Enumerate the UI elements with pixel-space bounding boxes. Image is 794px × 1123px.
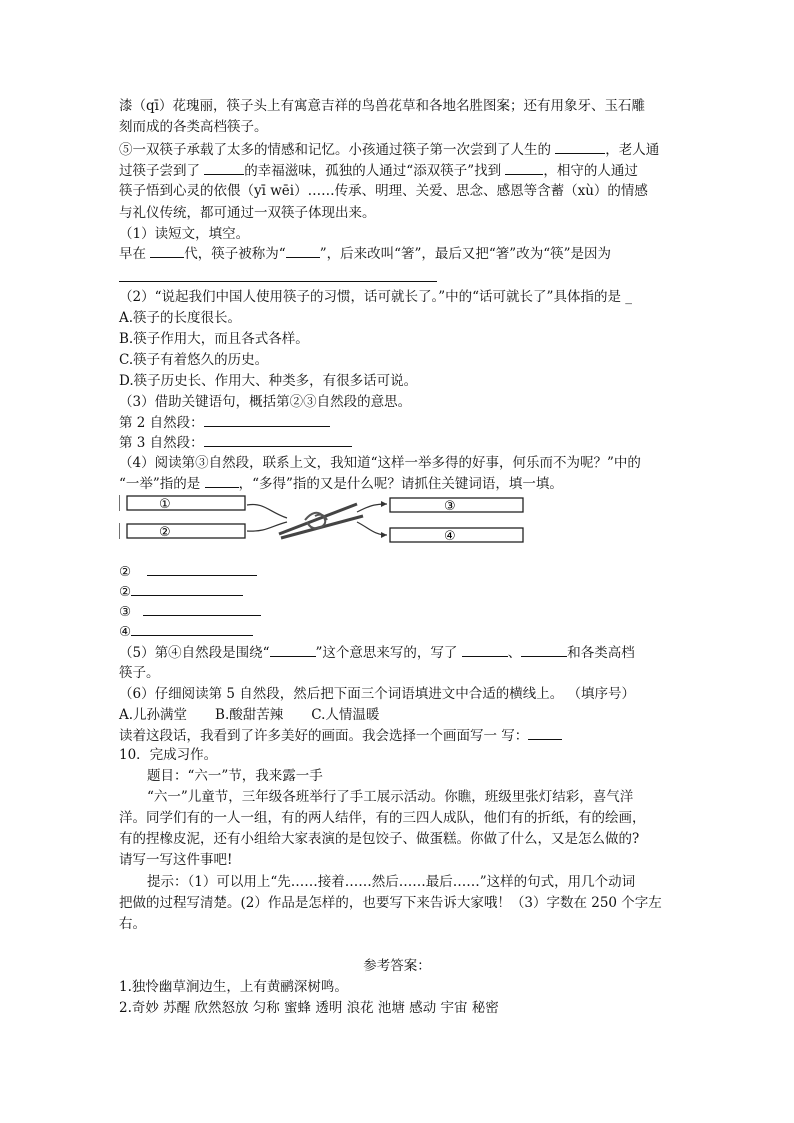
answer-blank[interactable] [286,243,320,258]
answer-blank[interactable] [205,473,239,488]
text-line [119,139,659,160]
task-10-hint: 提示：（1）可以用上“先……接着……然后……最后……”这样的句式，用几个动词 [147,874,636,890]
answer-2: 2.奇妙 苏醒 欣然怒放 匀称 蜜蜂 透明 浪花 池塘 感动 宇宙 秘密 [119,1000,499,1016]
text-line: 刻而成的各类高档筷子。 [119,119,268,135]
answer-blank[interactable] [131,621,253,636]
task-10-para: “六一”儿童节，三年级各班举行了手工展示活动。你瞧，班级里张灯结彩，喜气洋 [147,789,634,805]
text-segment: _ [625,289,632,305]
text-segment: 第 3 自然段： [119,435,204,451]
chopsticks-diagram [119,490,559,552]
text-segment: （5）第④自然段是围绕“ [119,645,270,661]
answer-blank[interactable] [555,139,605,154]
answer-blank[interactable] [521,642,567,657]
answer-blank[interactable] [505,160,543,175]
answer-blank[interactable] [143,601,261,616]
answer-blank[interactable] [131,581,243,596]
answer-blank[interactable] [204,160,244,175]
task-10-hint: 把做的过程写清楚。(2）作品是怎样的，也要写下来告诉大家哦！（3）字数在 250 个字左 [119,895,662,911]
answer-blank[interactable] [204,412,330,427]
question-6-options [119,705,379,725]
option-d[interactable]: D.筷子历史长、作用大、种类多，有很多话可说。 [119,373,418,389]
text-segment: 早在 [119,246,146,262]
answer-blank[interactable] [150,243,184,258]
question-5 [119,642,635,663]
text-segment: ，“多得”指的又是什么呢？请抓住关键词语，填一填。 [238,476,563,492]
option-c[interactable]: C.筷子有着悠久的历史。 [119,352,269,368]
option-c[interactable]: C.人情温暖 [311,707,380,723]
text-segment: 过筷子尝到了 [119,163,200,179]
connector-line [247,522,287,531]
text-line: 漆（qī）花瑰丽，筷子头上有寓意吉祥的鸟兽花草和各地名胜图案；还有用象牙、玉石雕 [119,98,645,114]
text-line [119,160,638,181]
task-10-para: 洋。同学们有的一人一组，有的两人结伴，有的三四人成队，他们有的折纸，有的绘画， [119,810,646,826]
diagram-label-4: ④ [444,529,456,544]
answer-blank[interactable] [528,725,562,740]
circled-number: ② [119,584,132,600]
question-3-line [119,412,330,433]
text-segment: 和各类高档 [567,645,635,661]
question-4: （4）阅读第③自然段，联系上文，我知道“这样一举多得的好事，何乐而不为呢？”中的 [119,455,641,471]
arrowhead [381,532,387,538]
question-5-line: 筷子。 [119,665,160,681]
task-10-hint: 右。 [119,916,146,932]
answer-blank[interactable] [204,432,352,447]
text-segment: 第 2 自然段： [119,415,204,431]
option-a[interactable]: A.筷子的长度很长。 [119,310,242,326]
option-a[interactable]: A.儿孙满堂 [119,707,188,723]
circled-number: ③ [119,604,132,620]
task-10-para: 请写一写这件事吧! [119,852,233,868]
diagram-label-1: ① [159,497,171,512]
task-10-title: 题目：“六一”节，我来露一手 [147,768,323,784]
fill-line-1 [119,561,257,582]
text-segment: ，相守的人通过 [543,163,638,179]
answer-blank[interactable] [147,561,257,576]
text-segment: ”这个意思来写的，写了 [315,645,458,661]
question-2 [119,287,632,307]
task-10-para: 有的捏橡皮泥，还有小组给大家表演的是包饺子、做蛋糕。你做了什么，又是怎么做的? [119,831,640,847]
answer-blank[interactable] [462,642,508,657]
text-line: 筷子悟到心灵的依偎（yī wēi）……传承、明理、关爱、思念、感恩等含蓄（xù）的情感 [119,183,648,199]
task-10: 10．完成习作。 [119,747,218,763]
answer-blank[interactable] [270,642,316,657]
text-segment: 读着这段话，我看到了许多美好的画面。我会选择一个画面写一 写： [119,728,529,744]
text-segment: （2）“说起我们中国人使用筷子的习惯，话可就长了。”中的“话可就长了”具体指的是 [119,289,621,305]
text-segment: 、 [507,645,522,661]
question-6: （6）仔细阅读第 5 自然段，然后把下面三个词语填进文中合适的横线上。 （填序号） [119,686,636,702]
text-segment: 的幸福滋味，孤独的人通过“添双筷子”找到 [244,163,502,179]
option-b[interactable]: B.筷子作用大，而且各式各样。 [119,331,309,347]
text-segment: ”，后来改叫“箸”，最后又把“箸”改为“筷”是因为 [319,246,612,262]
answers-title: 参考答案： [363,958,431,974]
text-segment: “一举”指的是 [119,476,201,492]
question-3-line [119,432,352,453]
text-segment: 代，筷子被称为“ [184,246,286,262]
circled-number: ④ [119,624,132,640]
diagram-box-1[interactable] [119,495,245,512]
text-segment: ，老人通 [605,142,660,158]
fill-line-4 [119,621,253,642]
answer-1: 1.独怜幽草涧边生，上有黄鹂深树鸣。 [119,979,348,995]
diagram-label-2: ② [159,525,171,540]
text-segment: ⑤一双筷子承载了太多的情感和记忆。小孩通过筷子第一次尝到了人生的 [119,142,551,158]
option-b[interactable]: B.酸甜苦辣 [215,707,284,723]
question-1: （1）读短文，填空。 [119,226,250,242]
diagram-box-2[interactable] [119,523,245,540]
question-6-line [119,725,562,746]
question-3: （3）借助关键语句，概括第②③自然段的意思。 [119,394,412,410]
circled-number: ② [119,564,132,580]
question-1-line [119,243,611,264]
fill-line-3 [119,601,261,622]
diagram-box-3[interactable] [390,498,523,514]
answer-line[interactable] [119,263,437,282]
arrowhead [381,501,387,507]
diagram-label-3: ③ [444,499,456,514]
diagram-box-4[interactable] [390,528,523,544]
chopsticks-icon [279,504,363,538]
fill-line-2 [119,581,243,602]
connector-line [247,504,287,518]
text-line: 与礼仪传统，都可通过一双筷子体现出来。 [119,205,376,221]
